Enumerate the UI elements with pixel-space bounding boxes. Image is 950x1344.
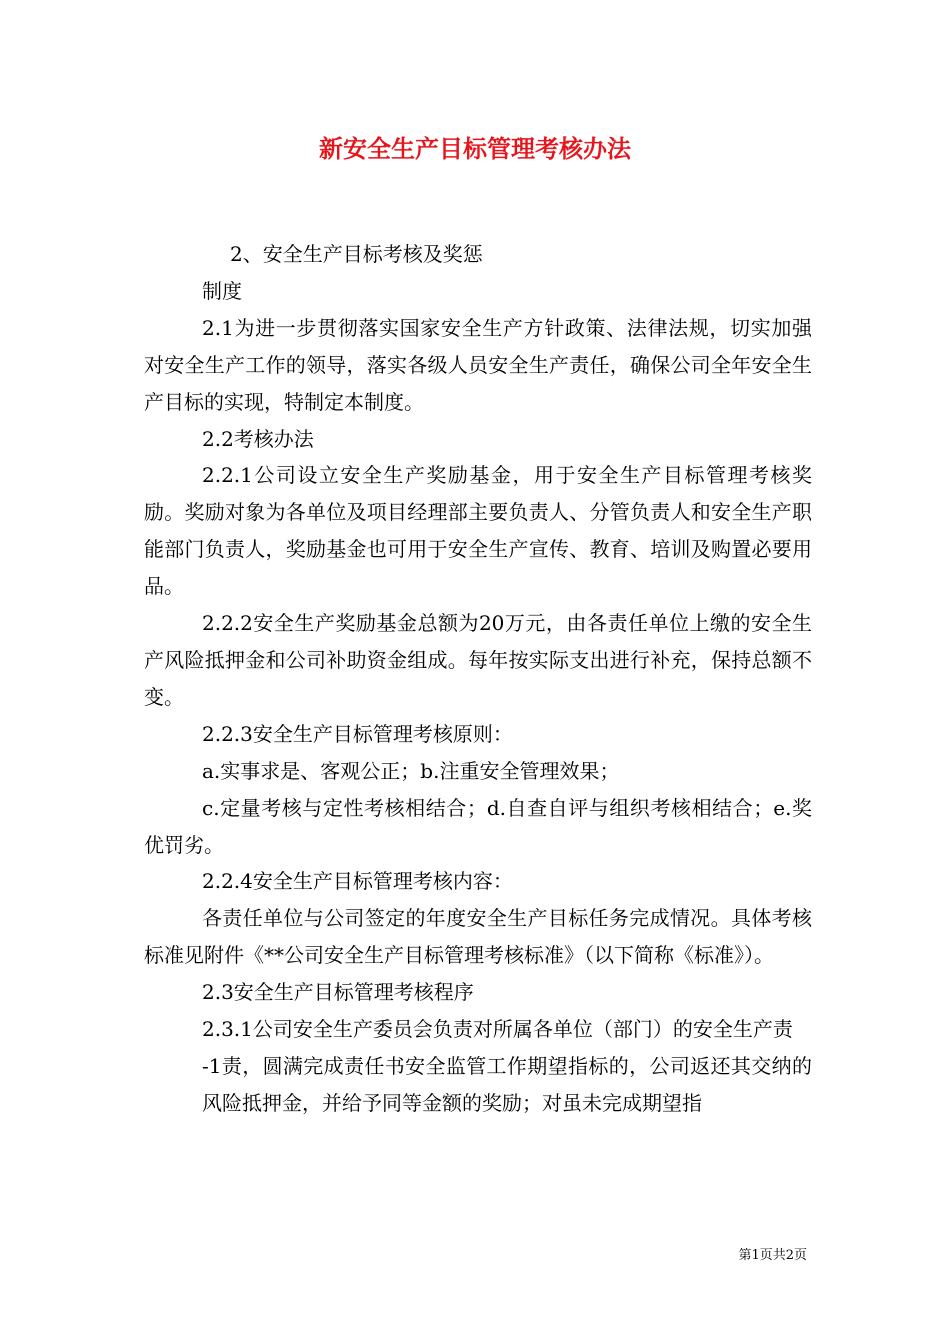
principle-a-b: a.实事求是、客观公正；b.注重安全管理效果； [202,758,620,783]
page-number: 第1页共2页 [738,1248,807,1263]
principle-c-d-e: c.定量考核与定性考核相结合；d.自查自评与组织考核相结合；e.奖优罚劣。 [144,795,812,857]
paragraph-2-2-4: 2.2.4安全生产目标管理考核内容： [202,869,513,894]
paragraph-2-2-2: 2.2.2安全生产奖励基金总额为20万元，由各责任单位上缴的安全生产风险抵押金和公司补助资金组成。每年按实际支出进行补充，保持总额不变。 [144,611,812,709]
document-title: 新安全生产目标管理考核办法 [319,135,631,163]
paragraph-2-1: 2.1为进一步贯彻落实国家安全生产方针政策、法律法规，切实加强对安全生产工作的领导，落实各级人员安全生产责任，确保公司全年安全生产目标的实现，特制定本制度。 [144,315,812,414]
paragraph-assessment-content: 各责任单位与公司签定的年度安全生产目标任务完成情况。具体考核标准见附件《**公司安全生产目标管理考核标准》（以下简称《标准》）。 [144,906,812,968]
section-heading: 2、安全生产目标考核及奖惩 [230,242,483,266]
paragraph-2-2-1: 2.2.1公司设立安全生产奖励基金，用于安全生产目标管理考核奖励。奖励对象为各单位及项目经理部主要负责人、分管负责人和安全生产职能部门负责人，奖励基金也可用于安全生产宣传、教育、培训及购置必要用品。 [144,463,812,599]
paragraph-2-3: 2.3安全生产目标管理考核程序 [202,980,474,1005]
section-heading-continuation: 制度 [202,278,242,303]
paragraph-2-2: 2.2考核办法 [202,426,314,451]
document-body [144,236,812,1122]
paragraph-2-3-1: 2.3.1公司安全生产委员会负责对所属各单位（部门）的安全生产责 [202,1017,793,1042]
paragraph-continuation: -1责，圆满完成责任书安全监管工作期望指标的，公司返还其交纳的风险抵押金，并给予同等金额的奖励；对虽未完成期望指 [202,1053,812,1115]
paragraph-2-2-3: 2.2.3安全生产目标管理考核原则： [202,721,513,746]
